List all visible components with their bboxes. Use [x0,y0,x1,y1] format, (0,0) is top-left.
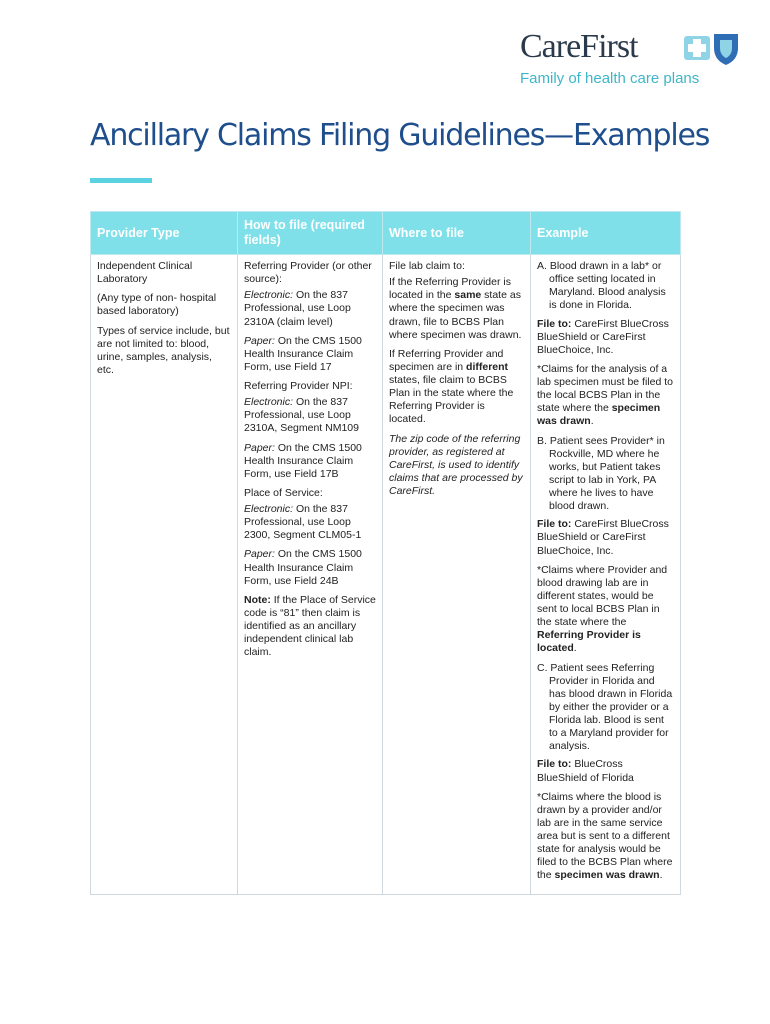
example-c-file-to: File to: BlueCross BlueShield of Florida [537,758,634,784]
referring-electronic: Electronic: On the 837 Professional, use Loop 2310A (claim level) [244,289,351,328]
table-header-row [91,212,681,255]
cross-icon [684,36,710,60]
how-to-file-cell [238,255,383,895]
example-a-file-to: File to: CareFirst BlueCross BlueShield or CareFirst BlueChoice, Inc. [537,317,669,356]
referring-npi-label: Referring Provider NPI: [244,380,353,392]
provider-type-note: (Any type of non- hospital based laboratory) [97,292,217,318]
file-lab-claim-label: File lab claim to: [389,260,465,272]
pos-electronic: Electronic: On the 837 Professional, use Loop 2300, Segment CLM05-1 [244,503,362,542]
guidelines-table [90,211,681,895]
provider-type: Independent Clinical Laboratory [97,260,193,286]
header-example: Example [531,212,681,255]
example-b-file-to: File to: CareFirst BlueCross BlueShield or CareFirst BlueChoice, Inc. [537,518,669,557]
example-a: A. Blood drawn in a lab* or office setting located in Maryland. Blood analysis is done in Florida. [537,260,666,312]
page-title: Ancillary Claims Filing Guidelines—Examples [90,118,710,153]
example-b: B. Patient sees Provider* in Rockville, MD where he works, but Patient takes script to lab in York, PA where he lives to have blood drawn. [537,434,665,513]
example-cell [531,255,681,895]
npi-electronic: Electronic: On the 837 Professional, use Loop 2310A, Segment NM109 [244,396,359,435]
pos-note: Note: If the Place of Service code is “81” then claim is identified as an ancillary independent clinical lab claim. [244,593,376,659]
table-row [91,255,681,895]
provider-type-cell [91,255,238,895]
example-c: C. Patient sees Referring Provider in Florida and has blood drawn in Florida by either the provider or a Florida lab. Blood is sent to a Maryland provider for analysis. [537,661,673,753]
same-state-rule: If the Referring Provider is located in the same state as where the specimen was drawn, file to BCBS Plan where specimen was drawn. [389,276,522,341]
npi-paper: Paper: On the CMS 1500 Health Insurance Claim Form, use Field 17B [244,441,362,480]
logo-wordmark: CareFirst [520,28,638,65]
service-types: Types of service include, but are not limited to: blood, urine, samples, analysis, etc. [97,324,230,376]
referring-paper: Paper: On the CMS 1500 Health Insurance Claim Form, use Field 17 [244,334,362,373]
example-a-note: *Claims for the analysis of a lab specimen must be filed to the local BCBS Plan in the state where the specimen was drawn. [537,362,673,428]
logo-tagline: Family of health care plans [520,70,700,87]
header-where-to-file: Where to file [383,212,531,255]
where-to-file-cell [383,255,531,895]
different-state-rule: If Referring Provider and specimen are in different states, file claim to BCBS Plan in the state where the Referring Provider is located. [389,347,514,426]
carefirst-logo [520,24,740,94]
shield-icon [714,34,738,65]
header-provider-type: Provider Type [91,212,238,255]
header-how-to-file: How to file (required fields) [238,212,383,255]
place-of-service-label: Place of Service: [244,486,323,499]
example-c-note: *Claims where the blood is drawn by a provider and/or lab are in the same service area but is sent to a different state for analysis would be filed to the BCBS Plan where the specimen was drawn. [537,790,673,882]
pos-paper: Paper: On the CMS 1500 Health Insurance Claim Form, use Field 24B [244,548,362,587]
logo-marks [682,30,740,66]
example-b-note: *Claims where Provider and blood drawing lab are in different states, would be sent to local BCBS Plan in the state where the Referring Provider is located. [537,563,668,655]
title-accent-rule [90,178,152,183]
zip-code-note: The zip code of the referring provider, as registered at CareFirst, is used to identify claims that are processed by CareFirst. [389,432,523,497]
referring-provider-label: Referring Provider (or other source): [244,260,372,286]
